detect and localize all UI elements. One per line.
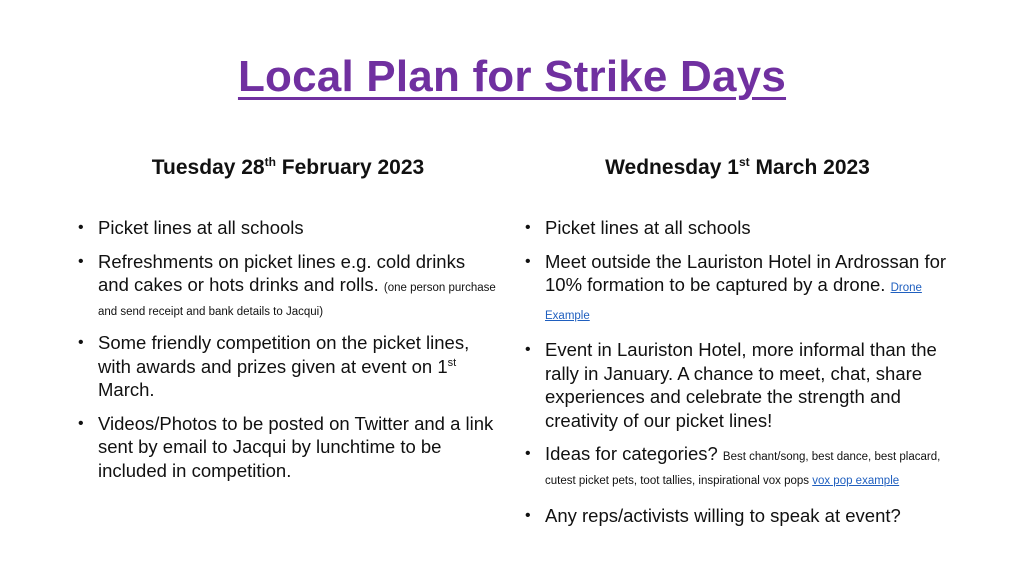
list-item [525, 216, 950, 240]
item-text: Some friendly competition on the picket lines, with awards and prizes given at event on 1 [98, 332, 470, 377]
item-text: Picket lines at all schools [98, 217, 304, 238]
item-text: Videos/Photos to be posted on Twitter and a link sent by email to Jacqui by lunchtime to be included in competition. [98, 412, 494, 481]
left-bullet-list [78, 216, 498, 482]
right-heading-text-end: March 2023 [749, 156, 870, 179]
list-item [78, 216, 498, 240]
item-note: (one person purchase and send receipt and bank details to Jacqui) [98, 282, 496, 318]
right-heading-text: Wednesday 1 [605, 156, 739, 179]
list-item [525, 250, 950, 329]
item-superscript: st [447, 356, 457, 369]
left-heading-text: Tuesday 28 [151, 156, 265, 179]
item-text: Any reps/activists willing to speak at event? [545, 504, 901, 526]
list-item [78, 412, 498, 483]
right-column [525, 146, 950, 537]
vox-pop-example-link[interactable]: vox pop example [812, 475, 900, 487]
right-column-heading [525, 146, 950, 178]
drone-example-link[interactable]: Drone Example [545, 282, 922, 322]
item-text: Event in Lauriston Hotel, more informal than the rally in January. A chance to meet, chat, share experiences and celebrate the strength and creativity of our picket lines! [545, 339, 937, 431]
item-text: Ideas for categories? [545, 443, 723, 464]
item-note: Best chant/song, best dance, best placard, cutest picket pets, toot tallies, inspirational vox pops [545, 451, 941, 487]
left-column [78, 146, 498, 492]
right-heading-superscript: st [738, 155, 750, 169]
list-item [78, 331, 498, 402]
left-heading-text-end: February 2023 [275, 156, 425, 179]
left-heading-superscript: th [264, 155, 276, 169]
list-item [525, 442, 950, 494]
list-item [525, 504, 950, 528]
page-title: Local Plan for Strike Days [237, 52, 787, 101]
list-item [525, 338, 950, 432]
item-text: Meet outside the Lauriston Hotel in Ardrossan for 10% formation to be captured by a drone. [545, 250, 947, 295]
list-item [78, 250, 498, 322]
item-text: Refreshments on picket lines e.g. cold drinks and cakes or hots drinks and rolls. [98, 250, 466, 295]
item-text-end: March. [98, 379, 155, 400]
item-text: Picket lines at all schools [545, 217, 751, 238]
left-column-heading [78, 146, 498, 178]
right-bullet-list [525, 216, 950, 527]
